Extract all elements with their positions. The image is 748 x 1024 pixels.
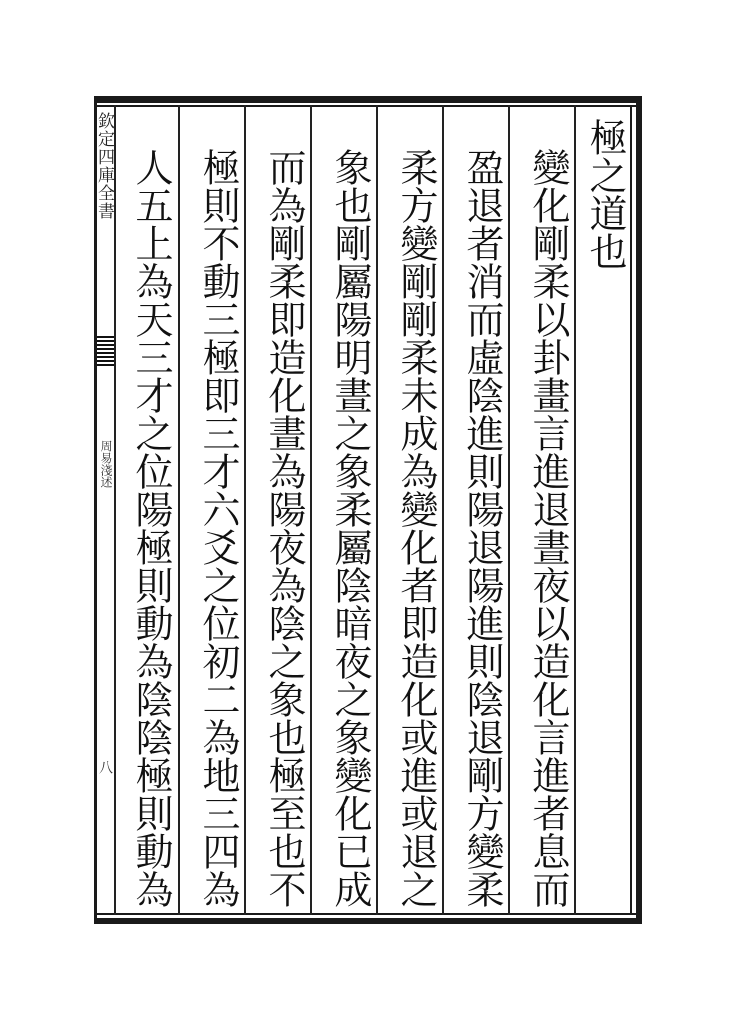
column-divider	[178, 105, 180, 915]
text-column: 變化剛柔以卦畫言進退晝夜以造化言進者息而	[526, 148, 570, 908]
frame-top-inner-border	[94, 105, 642, 107]
fishtail-mark-icon	[97, 336, 114, 366]
frame-top-border	[94, 96, 642, 103]
column-divider	[310, 105, 312, 915]
page-number: 八	[97, 760, 113, 774]
text-column: 人五上為天三才之位陽極則動為陰陰極則動為	[129, 148, 173, 908]
text-column: 柔方變剛剛柔未成為變化者即造化或進或退之	[394, 148, 438, 908]
spine-divider	[114, 105, 116, 915]
column-divider	[376, 105, 378, 915]
frame-bottom-inner-border	[94, 913, 642, 915]
section-title: 周易淺述	[99, 440, 113, 488]
frame-left-border	[94, 96, 97, 924]
text-column: 象也剛屬陽明晝之象柔屬陰暗夜之象變化已成	[328, 148, 372, 908]
column-heading: 極之道也	[583, 118, 627, 270]
text-column: 極則不動三極即三才六爻之位初二為地三四為	[196, 148, 240, 908]
column-divider	[244, 105, 246, 915]
column-divider	[442, 105, 444, 915]
frame-right-inner-border	[630, 105, 632, 915]
text-column: 盈退者消而虛陰進則陽退陽進則陰退剛方變柔	[460, 148, 504, 908]
text-column: 而為剛柔即造化晝為陽夜為陰之象也極至也不	[262, 148, 306, 908]
column-divider	[508, 105, 510, 915]
book-title: 欽定四庫全書	[94, 112, 114, 220]
frame-bottom-border	[94, 918, 642, 924]
column-divider	[574, 105, 576, 915]
frame-right-border	[636, 96, 642, 924]
